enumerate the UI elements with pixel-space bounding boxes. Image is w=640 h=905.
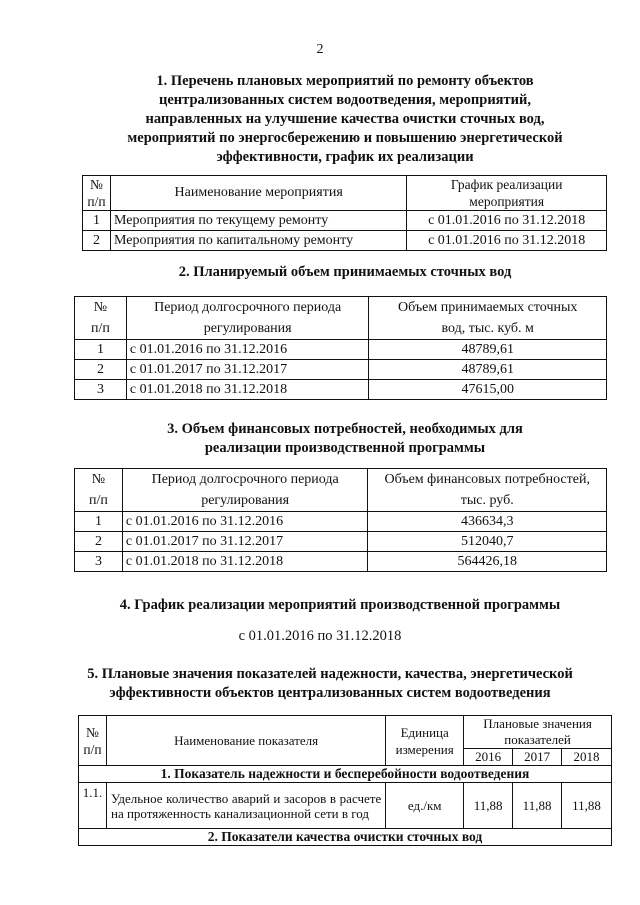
page-number: 2 xyxy=(316,42,324,57)
section5-title xyxy=(20,665,640,703)
row-num: 3 xyxy=(75,380,127,400)
section1-title-line: мероприятий по энергосбережению и повышению энергетической xyxy=(127,130,563,146)
row-period: с 01.01.2016 по 31.12.2016 xyxy=(126,340,369,360)
row-period: с 01.01.2016 по 31.12.2016 xyxy=(122,512,368,532)
section1-title xyxy=(60,72,630,167)
row-value: 436634,3 xyxy=(368,512,607,532)
row-value-2018: 11,88 xyxy=(562,783,612,829)
table-row xyxy=(83,231,607,251)
section3-table xyxy=(74,468,607,572)
row-num: 1.1. xyxy=(79,783,107,829)
table-row xyxy=(75,340,607,360)
section2-table xyxy=(74,296,607,400)
section3-title xyxy=(60,420,630,458)
row-value: 48789,61 xyxy=(369,340,607,360)
section1-title-line: 1. Перечень плановых мероприятий по ремонту объектов xyxy=(156,73,534,89)
row-num: 1 xyxy=(75,340,127,360)
row-unit: ед./км xyxy=(386,783,464,829)
row-value: 48789,61 xyxy=(369,360,607,380)
header-num: № п/п xyxy=(83,176,111,211)
section1-title-line: централизованных систем водоотведения, мероприятий, xyxy=(159,92,531,108)
row-value-2016: 11,88 xyxy=(464,783,513,829)
section2-title: 2. Планируемый объем принимаемых сточных вод xyxy=(178,264,512,280)
table-row xyxy=(79,783,612,829)
row-num: 1 xyxy=(75,512,123,532)
row-period: с 01.01.2018 по 31.12.2018 xyxy=(122,552,368,572)
table-group-row xyxy=(79,829,612,846)
row-value-2017: 11,88 xyxy=(513,783,562,829)
header-name: Наименование мероприятия xyxy=(110,176,406,211)
group-heading: 2. Показатели качества очистки сточных вод xyxy=(79,829,612,846)
section1-title-line: эффективности, график их реализации xyxy=(216,149,474,165)
row-num: 3 xyxy=(75,552,123,572)
section3-title-line: 3. Объем финансовых потребностей, необходимых для xyxy=(167,421,523,437)
row-name: Мероприятия по капитальному ремонту xyxy=(110,231,406,251)
row-name: Удельное количество аварий и засоров в расчете на протяженность канализационной сети в год xyxy=(106,783,385,829)
row-period: с 01.01.2017 по 31.12.2017 xyxy=(122,532,368,552)
row-period: с 01.01.2018 по 31.12.2018 xyxy=(126,380,369,400)
table-group-row xyxy=(79,766,612,783)
section5-title-line: 5. Плановые значения показателей надежности, качества, энергетической xyxy=(87,666,573,682)
table-header-row xyxy=(79,716,612,749)
section5-table xyxy=(78,715,612,846)
header-plan: Плановые значения показателей xyxy=(464,716,612,749)
section1-table xyxy=(82,175,607,251)
header-num: № п/п xyxy=(79,716,107,766)
section5-title-line: эффективности объектов централизованных систем водоотведения xyxy=(109,685,551,701)
header-period: Период долгосрочного периода регулирования xyxy=(122,469,368,512)
row-num: 2 xyxy=(75,360,127,380)
table-header-row xyxy=(75,297,607,340)
row-period: с 01.01.2017 по 31.12.2017 xyxy=(126,360,369,380)
table-row xyxy=(83,211,607,231)
group-heading: 1. Показатель надежности и бесперебойности водоотведения xyxy=(79,766,612,783)
row-name: Мероприятия по текущему ремонту xyxy=(110,211,406,231)
row-num: 1 xyxy=(83,211,111,231)
header-num: № п/п xyxy=(75,469,123,512)
table-header-row xyxy=(83,176,607,211)
row-value: 564426,18 xyxy=(368,552,607,572)
header-year: 2016 xyxy=(464,749,513,766)
header-period: Период долгосрочного периода регулирования xyxy=(126,297,369,340)
row-value: 47615,00 xyxy=(369,380,607,400)
table-row xyxy=(75,512,607,532)
header-unit: Единица измерения xyxy=(386,716,464,766)
header-year: 2018 xyxy=(562,749,612,766)
header-volume: Объем принимаемых сточных вод, тыс. куб. м xyxy=(369,297,607,340)
table-row xyxy=(75,360,607,380)
row-num: 2 xyxy=(75,532,123,552)
table-row xyxy=(75,380,607,400)
header-schedule: График реализации мероприятия xyxy=(407,176,607,211)
section3-title-line: реализации производственной программы xyxy=(204,440,486,456)
header-year: 2017 xyxy=(513,749,562,766)
section4-title: 4. График реализации мероприятий производственной программы xyxy=(119,597,561,613)
row-schedule: с 01.01.2016 по 31.12.2018 xyxy=(407,231,607,251)
header-num: № п/п xyxy=(75,297,127,340)
header-finance: Объем финансовых потребностей, тыс. руб. xyxy=(368,469,607,512)
table-header-row xyxy=(75,469,607,512)
section1-title-line: направленных на улучшение качества очистки сточных вод, xyxy=(145,111,545,127)
row-num: 2 xyxy=(83,231,111,251)
header-name: Наименование показателя xyxy=(106,716,385,766)
table-row xyxy=(75,552,607,572)
section4-period: с 01.01.2016 по 31.12.2018 xyxy=(238,628,402,644)
row-schedule: с 01.01.2016 по 31.12.2018 xyxy=(407,211,607,231)
row-value: 512040,7 xyxy=(368,532,607,552)
table-row xyxy=(75,532,607,552)
